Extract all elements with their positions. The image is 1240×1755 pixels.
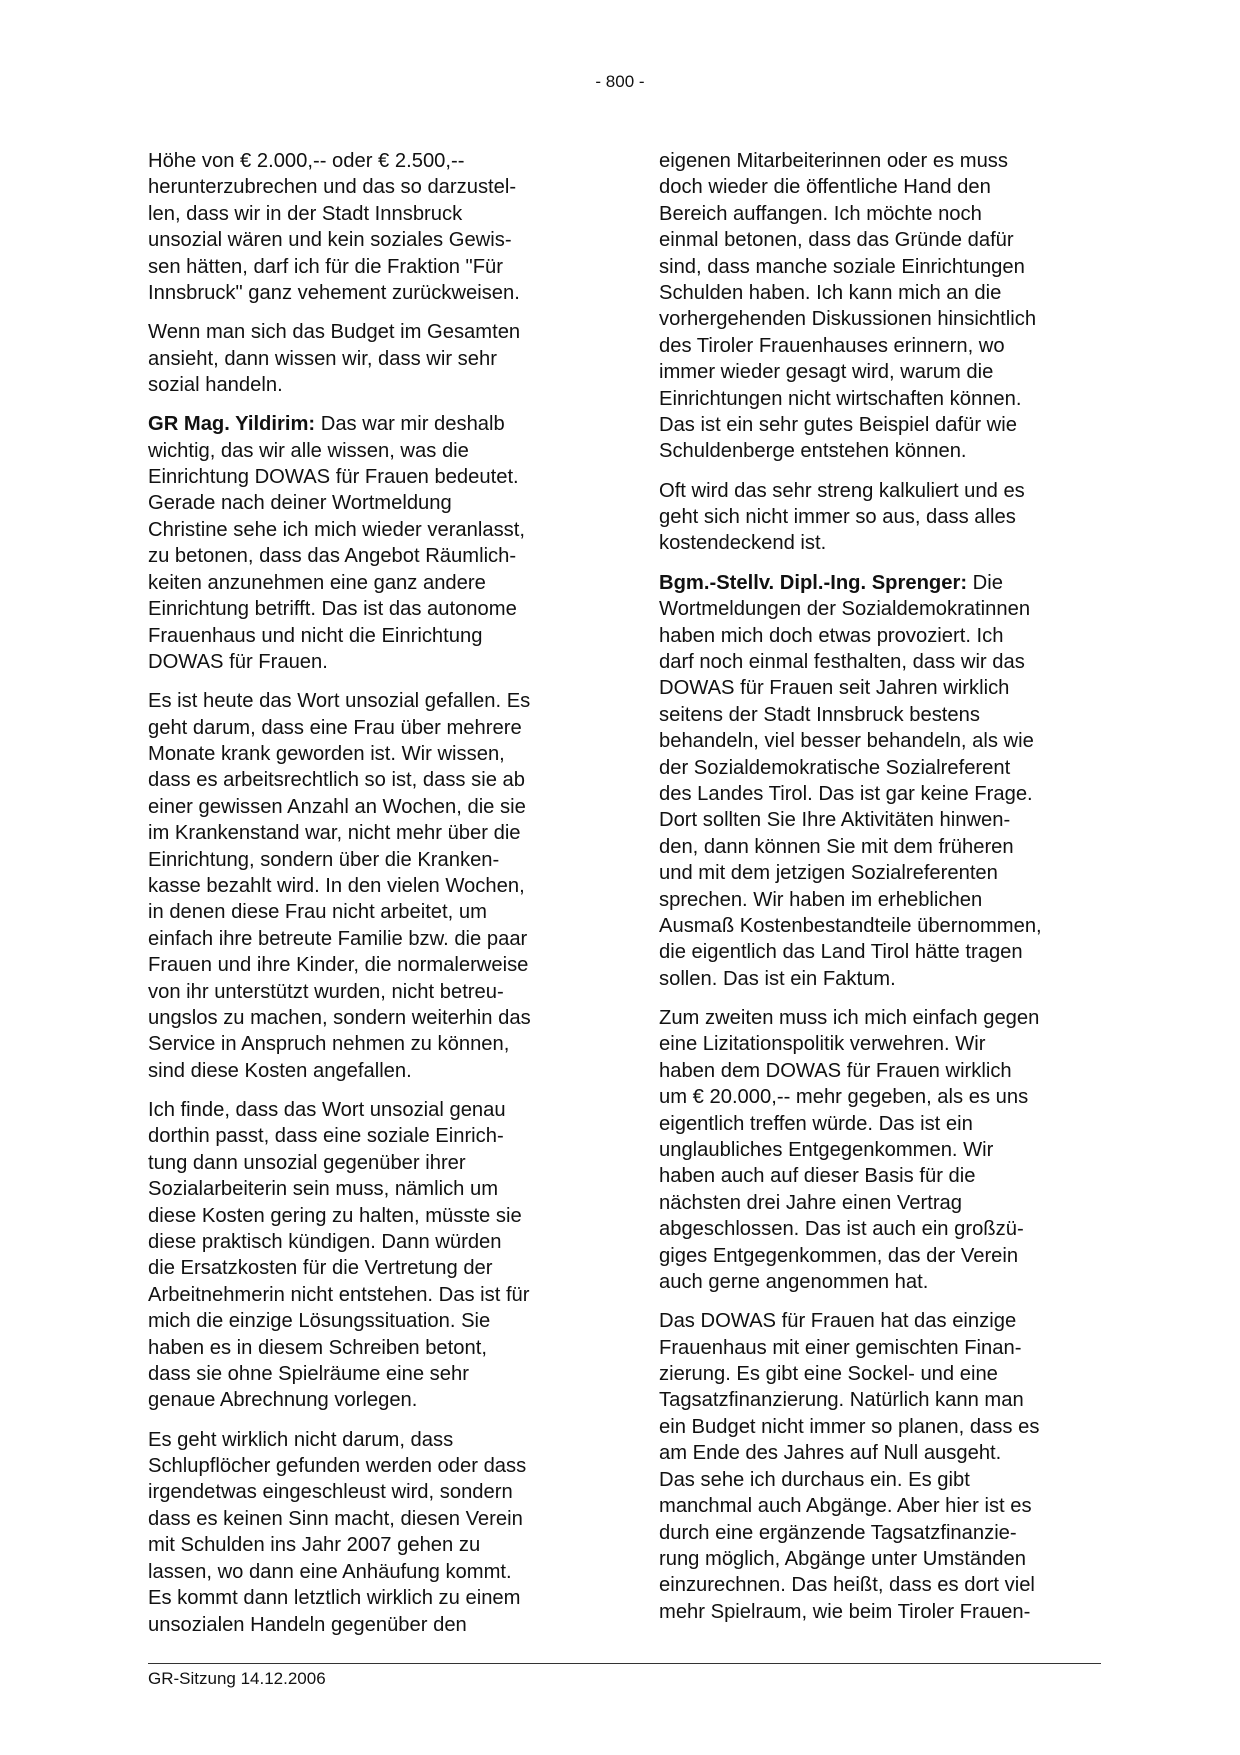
text-line: Es ist heute das Wort unsozial gefallen. Es [148, 690, 531, 713]
speaker-name: GR Mag. Yildirim: [148, 413, 316, 436]
text-line: um € 20.000,-- mehr gegeben, als es uns [659, 1086, 1029, 1109]
paragraph [659, 478, 1103, 557]
text-line: Service in Anspruch nehmen zu können, [148, 1033, 510, 1056]
text-line: haben es in diesem Schreiben betont, [148, 1336, 487, 1359]
text-line: Das ist ein sehr gutes Beispiel dafür wie [659, 414, 1017, 437]
text-line: eigentlich treffen würde. Das ist ein [659, 1112, 973, 1135]
text-line: geht sich nicht immer so aus, dass alles [659, 506, 1016, 529]
text-column-right [659, 148, 1103, 1638]
text-line: ein Budget nicht immer so planen, dass es [659, 1415, 1040, 1438]
text-line: Schulden haben. Ich kann mich an die [659, 282, 1002, 305]
text-line: Schuldenberge entstehen können. [659, 440, 967, 463]
text-line: sozial handeln. [148, 374, 283, 397]
text-line: Tagsatzfinanzierung. Natürlich kann man [659, 1389, 1024, 1412]
text-line: herunterzubrechen und das so darzustel- [148, 176, 517, 199]
text-line: einfach ihre betreute Familie bzw. die paar [148, 927, 528, 950]
text-line: doch wieder die öffentliche Hand den [659, 176, 991, 199]
text-line: sen hätten, darf ich für die Fraktion "Für [148, 255, 504, 278]
text-line: kasse bezahlt wird. In den vielen Wochen, [148, 874, 525, 897]
text-line: DOWAS für Frauen. [148, 650, 328, 673]
text-line: den, dann können Sie mit dem früheren [659, 835, 1014, 858]
text-line: wichtig, das wir alle wissen, was die [148, 439, 469, 462]
text-line: zu betonen, dass das Angebot Räumlich- [148, 545, 517, 568]
text-line: sollen. Das ist ein Faktum. [659, 967, 896, 990]
text-line: einzurechnen. Das heißt, dass es dort viel [659, 1574, 1035, 1597]
text-line: keiten anzunehmen eine ganz andere [148, 571, 486, 594]
text-line: Dort sollten Sie Ihre Aktivitäten hinwen- [659, 809, 1011, 832]
text-line: tung dann unsozial gegenüber ihrer [148, 1151, 466, 1174]
text-line [148, 411, 594, 437]
text-line: Frauen und ihre Kinder, die normalerweise [148, 954, 529, 977]
text-line: sprechen. Wir haben im erheblichen [659, 888, 983, 911]
text-line: seitens der Stadt Innsbruck bestens [659, 703, 980, 726]
text-line: darf noch einmal festhalten, dass wir das [659, 650, 1025, 673]
text-line: DOWAS für Frauen seit Jahren wirklich [659, 677, 1010, 700]
text-line: von ihr unterstützt wurden, nicht betreu- [148, 980, 504, 1003]
text-line: der Sozialdemokratische Sozialreferent [659, 756, 1011, 779]
text-line: Monate krank geworden ist. Wir wissen, [148, 742, 505, 765]
text-line: Einrichtung betrifft. Das ist das autonome [148, 598, 517, 621]
text-line: len, dass wir in der Stadt Innsbruck [148, 202, 463, 225]
text-line: Wortmeldungen der Sozialdemokratinnen [659, 598, 1031, 621]
text-line: dass es keinen Sinn macht, diesen Verein [148, 1507, 523, 1530]
text-line: Ausmaß Kostenbestandteile übernommen, [659, 914, 1042, 937]
text-line: dorthin passt, dass eine soziale Einrich- [148, 1125, 504, 1148]
text-line: kostendeckend ist. [659, 532, 827, 555]
text-line: Gerade nach deiner Wortmeldung [148, 492, 452, 515]
text-line: behandeln, viel besser behandeln, als wie [659, 730, 1034, 753]
text-line: und mit dem jetzigen Sozialreferenten [659, 862, 998, 885]
text-line [659, 570, 1103, 596]
text-line: Zum zweiten muss ich mich einfach gegen [659, 1006, 1040, 1029]
text-line: Das sehe ich durchaus ein. Es gibt [659, 1468, 970, 1491]
text-line: Höhe von € 2.000,-- oder € 2.500,-- [148, 150, 465, 172]
text-line: unsozial wären und kein soziales Gewis- [148, 229, 512, 252]
text-line: manchmal auch Abgänge. Aber hier ist es [659, 1495, 1032, 1518]
text-line: mich die einzige Lösungssituation. Sie [148, 1310, 491, 1333]
page-number: - 800 - [595, 72, 645, 91]
text-line: Einrichtungen nicht wirtschaften können. [659, 387, 1022, 410]
text-line: abgeschlossen. Das ist auch ein großzü- [659, 1218, 1024, 1241]
text-line: haben dem DOWAS für Frauen wirklich [659, 1059, 1012, 1082]
text-line: einer gewissen Anzahl an Wochen, die sie [148, 795, 526, 818]
speech-text: Die [967, 571, 1003, 594]
text-line: in denen diese Frau nicht arbeitet, um [148, 901, 487, 924]
text-line: im Krankenstand war, nicht mehr über die [148, 822, 521, 845]
paragraph [659, 1005, 1103, 1295]
paragraph [148, 688, 594, 1084]
text-line: sind, dass manche soziale Einrichtungen [659, 255, 1025, 278]
text-line: geht darum, dass eine Frau über mehrere [148, 716, 522, 739]
text-line: Wenn man sich das Budget im Gesamten [148, 321, 521, 344]
text-line: durch eine ergänzende Tagsatzfinanzie- [659, 1521, 1017, 1544]
footer-session-date: GR-Sitzung 14.12.2006 [148, 1669, 326, 1688]
text-line: dass es arbeitsrechtlich so ist, dass sie ab [148, 769, 526, 792]
text-line: des Landes Tirol. Das ist gar keine Frage. [659, 782, 1033, 805]
text-line: Das DOWAS für Frauen hat das einzige [659, 1310, 1017, 1333]
text-line: nächsten drei Jahre einen Vertrag [659, 1191, 963, 1214]
text-line: auch gerne angenommen hat. [659, 1271, 929, 1294]
text-line: Einrichtung DOWAS für Frauen bedeutet. [148, 466, 519, 489]
text-line: rung möglich, Abgänge unter Umständen [659, 1547, 1026, 1570]
text-line: des Tiroler Frauenhauses erinnern, wo [659, 334, 1005, 357]
text-line: haben mich doch etwas provoziert. Ich [659, 624, 1004, 647]
text-line: Bereich auffangen. Ich möchte noch [659, 202, 982, 225]
paragraph [148, 1427, 594, 1638]
paragraph [148, 411, 594, 675]
text-line: genaue Abrechnung vorlegen. [148, 1389, 418, 1412]
text-column-left [148, 148, 594, 1651]
text-line: eine Lizitationspolitik verwehren. Wir [659, 1033, 986, 1056]
text-line: mehr Spielraum, wie beim Tiroler Frauen- [659, 1600, 1031, 1623]
text-line: Einrichtung, sondern über die Kranken- [148, 848, 500, 871]
text-line: eigenen Mitarbeiterinnen oder es muss [659, 150, 1008, 172]
speaker-name: Bgm.-Stellv. Dipl.-Ing. Sprenger: [659, 571, 968, 594]
text-line: Es geht wirklich nicht darum, dass [148, 1428, 454, 1451]
text-line: Oft wird das sehr streng kalkuliert und es [659, 479, 1025, 502]
text-line: Frauenhaus mit einer gemischten Finan- [659, 1336, 1022, 1359]
text-line: unsozialen Handeln gegenüber den [148, 1613, 467, 1636]
text-line: giges Entgegenkommen, das der Verein [659, 1244, 1019, 1267]
paragraph [659, 1308, 1103, 1625]
paragraph [148, 148, 594, 306]
text-line: Innsbruck" ganz vehement zurückweisen. [148, 282, 520, 305]
paragraph [148, 319, 594, 398]
text-line: vorhergehenden Diskussionen hinsichtlich [659, 308, 1037, 331]
text-line: die eigentlich das Land Tirol hätte tragen [659, 941, 1023, 964]
text-line: am Ende des Jahres auf Null ausgeht. [659, 1442, 1002, 1465]
text-line: einmal betonen, dass das Gründe dafür [659, 229, 1014, 252]
text-line: Christine sehe ich mich wieder veranlasst, [148, 518, 525, 541]
text-line: Ich finde, dass das Wort unsozial genau [148, 1099, 506, 1121]
text-line: diese Kosten gering zu halten, müsste sie [148, 1204, 522, 1227]
text-line: Frauenhaus und nicht die Einrichtung [148, 624, 483, 647]
text-line: Schlupflöcher gefunden werden oder dass [148, 1455, 527, 1478]
text-line: irgendetwas eingeschleust wird, sondern [148, 1481, 513, 1504]
text-line: die Ersatzkosten für die Vertretung der [148, 1257, 493, 1280]
text-line: mit Schulden ins Jahr 2007 gehen zu [148, 1534, 481, 1557]
text-line: haben auch auf dieser Basis für die [659, 1165, 976, 1188]
text-line: dass sie ohne Spielräume eine sehr [148, 1363, 469, 1386]
text-line: unglaubliches Entgegenkommen. Wir [659, 1139, 994, 1162]
text-line: sind diese Kosten angefallen. [148, 1059, 412, 1082]
paragraph [148, 1097, 594, 1414]
text-line: diese praktisch kündigen. Dann würden [148, 1231, 502, 1254]
text-line: Es kommt dann letztlich wirklich zu einem [148, 1587, 521, 1610]
text-line: ansieht, dann wissen wir, dass wir sehr [148, 347, 497, 370]
text-line: immer wieder gesagt wird, warum die [659, 361, 994, 384]
text-line: Sozialarbeiterin sein muss, nämlich um [148, 1178, 499, 1201]
text-line: lassen, wo dann eine Anhäufung kommt. [148, 1560, 512, 1583]
speech-text: Das war mir deshalb [315, 413, 505, 436]
text-line: zierung. Es gibt eine Sockel- und eine [659, 1363, 998, 1386]
paragraph [659, 570, 1103, 993]
paragraph [659, 148, 1103, 465]
footer-divider [148, 1663, 1101, 1664]
text-line: ungslos zu machen, sondern weiterhin das [148, 1006, 531, 1029]
text-line: Arbeitnehmerin nicht entstehen. Das ist für [148, 1283, 530, 1306]
